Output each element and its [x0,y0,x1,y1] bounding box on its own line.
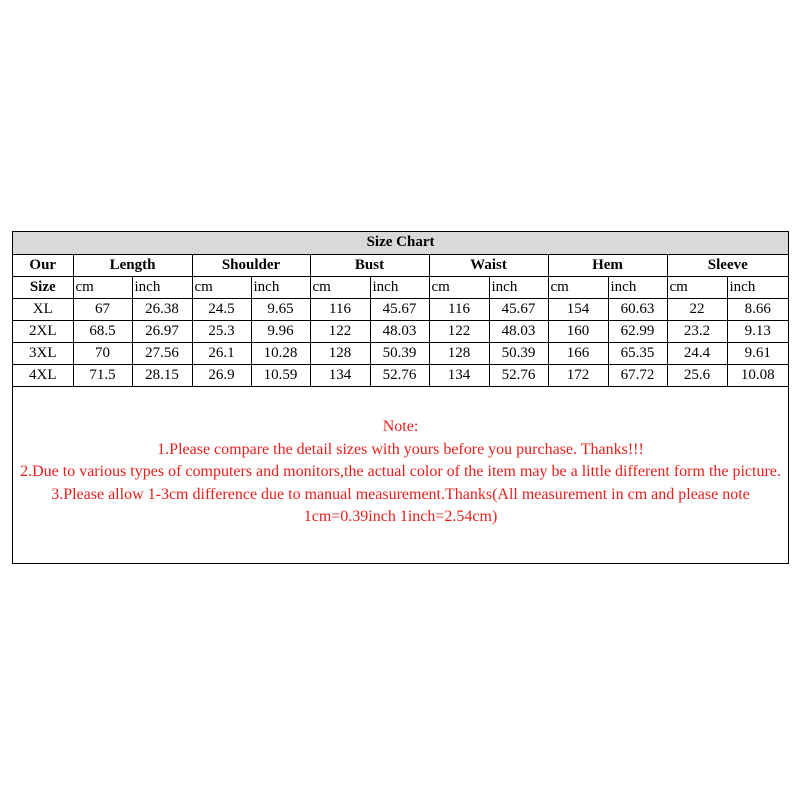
size-value-cell: 24.4 [667,342,727,364]
size-value-cell: 26.97 [132,320,192,342]
unit-inch: inch [251,276,310,298]
header-length: Length [73,254,192,276]
size-value-cell: 9.13 [727,320,788,342]
size-value-cell: 26.1 [192,342,251,364]
header-waist: Waist [429,254,548,276]
size-value-cell: 70 [73,342,132,364]
size-value-cell: 134 [429,364,489,386]
size-value-cell: 25.6 [667,364,727,386]
size-value-cell: 9.65 [251,298,310,320]
size-label: 3XL [13,342,73,364]
header-sleeve: Sleeve [667,254,788,276]
size-value-cell: 45.67 [370,298,429,320]
size-value-cell: 60.63 [608,298,667,320]
size-value-cell: 160 [548,320,608,342]
size-chart [12,231,789,564]
notes-section [13,416,788,529]
size-value-cell: 28.15 [132,364,192,386]
size-value-cell: 172 [548,364,608,386]
unit-inch: inch [727,276,788,298]
note-line-2: 2.Due to various types of computers and monitors,the actual color of the item may be a little different form the picture. [20,463,781,480]
header-hem: Hem [548,254,667,276]
size-value-cell: 128 [429,342,489,364]
size-value-cell: 10.28 [251,342,310,364]
unit-cm: cm [310,276,370,298]
size-value-cell: 26.38 [132,298,192,320]
size-value-cell: 26.9 [192,364,251,386]
unit-cm: cm [192,276,251,298]
size-value-cell: 68.5 [73,320,132,342]
note-line-1: 1.Please compare the detail sizes with yours before you purchase. Thanks!!! [157,440,644,458]
size-value-cell: 24.5 [192,298,251,320]
unit-inch: inch [370,276,429,298]
size-label: 2XL [13,320,73,342]
size-value-cell: 128 [310,342,370,364]
size-value-cell: 27.56 [132,342,192,364]
size-value-cell: 48.03 [489,320,548,342]
size-table [13,232,788,387]
unit-cm: cm [73,276,132,298]
our-size-label-line2: Size [13,276,73,298]
header-shoulder: Shoulder [192,254,310,276]
size-value-cell: 122 [310,320,370,342]
size-value-cell: 122 [429,320,489,342]
size-row-4xl [13,364,788,386]
size-value-cell: 65.35 [608,342,667,364]
size-value-cell: 116 [310,298,370,320]
size-value-cell: 134 [310,364,370,386]
size-row-3xl [13,342,788,364]
size-value-cell: 154 [548,298,608,320]
size-label: 4XL [13,364,73,386]
size-value-cell: 9.96 [251,320,310,342]
note-heading: Note: [382,418,419,435]
header-row-units [13,276,788,298]
note-line-3: 3.Please allow 1-3cm difference due to manual measurement.Thanks(All measurement in cm and please note 1cm=0.39inch 1inch=2.54cm) [51,485,750,525]
size-value-cell: 52.76 [370,364,429,386]
size-value-cell: 50.39 [489,342,548,364]
size-value-cell: 10.59 [251,364,310,386]
size-rows [13,298,788,386]
size-value-cell: 10.08 [727,364,788,386]
size-value-cell: 9.61 [727,342,788,364]
size-value-cell: 22 [667,298,727,320]
size-value-cell: 67.72 [608,364,667,386]
size-value-cell: 48.03 [370,320,429,342]
unit-inch: inch [132,276,192,298]
size-value-cell: 45.67 [489,298,548,320]
size-value-cell: 23.2 [667,320,727,342]
size-value-cell: 116 [429,298,489,320]
size-value-cell: 52.76 [489,364,548,386]
header-row-measures [13,254,788,276]
size-value-cell: 166 [548,342,608,364]
chart-title: Size Chart [13,232,788,254]
size-row-xl [13,298,788,320]
our-size-label-line1: Our [13,254,73,276]
size-value-cell: 50.39 [370,342,429,364]
unit-cm: cm [548,276,608,298]
unit-cm: cm [429,276,489,298]
size-value-cell: 25.3 [192,320,251,342]
size-row-2xl [13,320,788,342]
size-label: XL [13,298,73,320]
size-value-cell: 8.66 [727,298,788,320]
header-bust: Bust [310,254,429,276]
unit-cm: cm [667,276,727,298]
size-value-cell: 67 [73,298,132,320]
size-value-cell: 62.99 [608,320,667,342]
unit-inch: inch [489,276,548,298]
title-row [13,232,788,254]
size-value-cell: 71.5 [73,364,132,386]
unit-inch: inch [608,276,667,298]
